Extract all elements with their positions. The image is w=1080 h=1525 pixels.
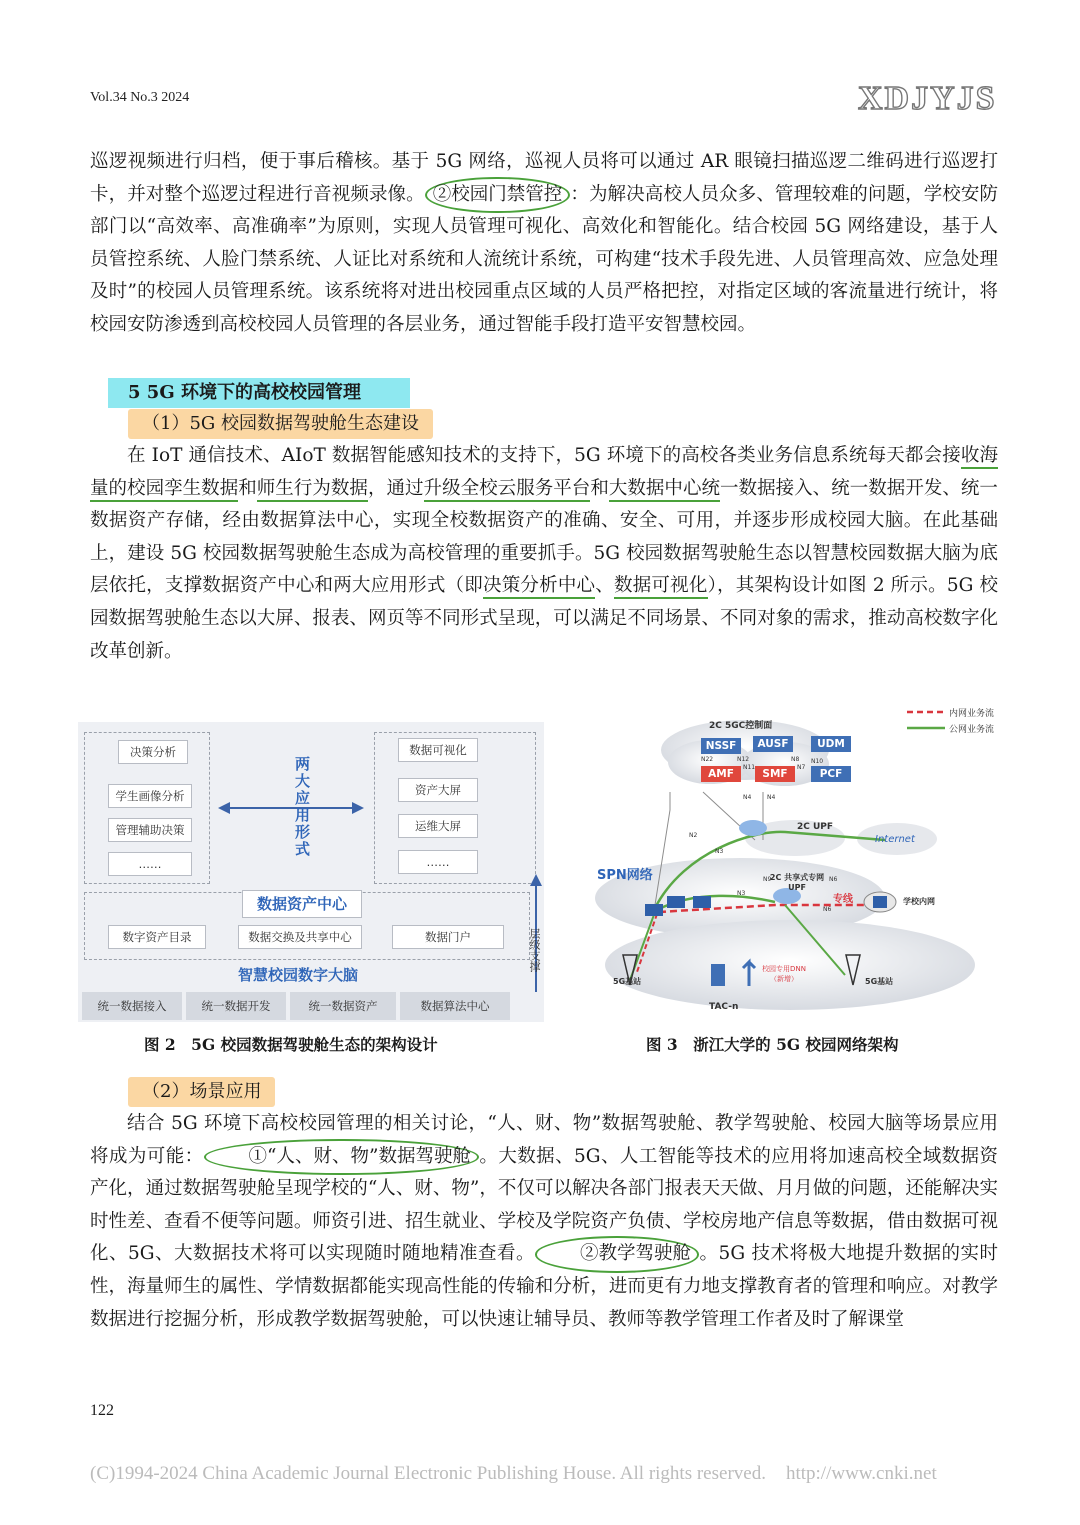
para2-text: 和 <box>590 477 609 499</box>
figure-2-caption: 图 2 5G 校园数据驾驶舱生态的架构设计 <box>144 1035 438 1054</box>
left-app-item: …… <box>108 852 192 876</box>
paragraph-3 <box>90 1108 998 1336</box>
right-app-item: 运维大屏 <box>398 814 478 838</box>
dedicated-line-label: 专线 <box>833 894 853 905</box>
figure-3-caption: 图 3 浙江大学的 5G 校园网络架构 <box>646 1035 899 1054</box>
private-upf-label: 2C 共享式专网 UPF <box>769 873 825 892</box>
para2-text: 、 <box>595 575 614 597</box>
annotated-term-teaching-cockpit: ②教学驾驶舱 <box>535 1236 699 1273</box>
iface-n12: N12 <box>737 756 750 763</box>
two-app-forms-label: 两大应用形式 <box>293 756 311 858</box>
journal-logo: XDJYJS <box>858 80 997 117</box>
iface-n3: N3 <box>715 848 724 855</box>
brain-base-item: 统一数据接入 <box>82 992 182 1020</box>
para2-text: 和 <box>238 477 257 499</box>
base-station-left-label: 5G基站 <box>613 977 642 986</box>
copyright-text: (C)1994-2024 China Academic Journal Electronic Publishing House. All rights reserved. <box>90 1463 766 1484</box>
node-ausf: AUSF <box>753 736 793 752</box>
spn-label: SPN网络 <box>597 868 653 883</box>
brain-base-item: 统一数据资产 <box>290 992 396 1020</box>
right-app-item: 资产大屏 <box>398 778 478 802</box>
para1-text-a: 巡逻视频进行归档，便于事后稽核。基于 5G 网络，巡视人员将可以通过 AR 眼镜扫描巡逻二维码进行巡逻打卡，并对整个巡逻过程进行音视频录像。 <box>90 151 998 205</box>
page-number: 122 <box>90 1402 114 1419</box>
iface-n9: N9 <box>763 876 772 883</box>
left-app-item: 管理辅助决策 <box>108 818 192 842</box>
underlined-term: 决策分析中心 <box>483 575 595 599</box>
left-app-title: 决策分析 <box>118 740 188 764</box>
para2-text: ，通过 <box>367 477 424 499</box>
para2-text: 在 IoT 通信技术、AIoT 数据智能感知技术的支持下，5G 环境下的高校各类业务信息系统每天都会接 <box>127 445 961 466</box>
para1-text-c: ：为解决高校人员众多、管理较难的问题，学校安防部门以“高效率、高准确率”为原则，实现人员管理可视化、高效化和智能化。结合校园 5G 网络建设，基于人员管控系统、人脸门禁系统、人证比对系统和人流统计系统，可构建“技术手段先进、人员管理高效、应急处理及时”的校园人员管理系统。该系统将对进出校园重点区域的人员严格把控，对指定区域的客流量进行统计，将校园安防渗透到高校校园人员管理的各层业务，通过智能手段打造平安智慧校园。 <box>90 183 998 335</box>
iface-n3b: N3 <box>737 890 746 897</box>
iface-n2: N2 <box>689 832 698 839</box>
annotated-term-gate-control: ②校园门禁管控 <box>425 177 571 214</box>
iface-n4: N4 <box>743 794 752 801</box>
base-station-right-label: 5G基站 <box>865 977 894 986</box>
node-pcf: PCF <box>811 766 851 782</box>
school-intranet-label: 学校内网 <box>903 897 935 906</box>
underlined-term: 收海量的校园孪生数据 <box>90 445 998 502</box>
right-app-item: …… <box>398 850 478 874</box>
legend-public: 公网业务流 <box>949 725 995 735</box>
paragraph-2 <box>90 440 998 668</box>
cnki-url[interactable]: http://www.cnki.net <box>785 1463 937 1484</box>
public-upf-label: 2C UPF <box>797 822 834 832</box>
tac-label: TAC-n <box>709 1002 739 1012</box>
digital-brain-title: 智慧校园数字大脑 <box>238 966 359 984</box>
underlined-term: 数据可视化 <box>614 575 708 599</box>
legend-intranet: 内网业务流 <box>949 709 995 719</box>
iface-n22: N22 <box>701 756 714 763</box>
para2-text: 一数据接入、统一数据开发、统一数据资产存储，经由数据算法中心，实现全校数据资产的准确、安全、可用，并逐步形成校园大脑。在此基础上，建设 5G 校园数据驾驶舱生态成为高校管理的重要抓手。5G 校园数据驾驶舱生态以智慧校园数据大脑为底层依托，支撑数据资产中心和两大应用形式（即 <box>90 477 998 597</box>
node-nssf: NSSF <box>701 738 741 754</box>
annotated-term-finance-cockpit: ①“人、财、物”数据驾驶舱 <box>204 1139 479 1176</box>
asset-center-item: 数据门户 <box>392 925 504 949</box>
iface-n4b: N4 <box>767 794 776 801</box>
copyright-line <box>90 1463 937 1485</box>
underlined-term: 大数据中心统 <box>609 478 720 502</box>
asset-center-title: 数据资产中心 <box>242 890 362 918</box>
asset-center-item: 数字资产目录 <box>108 925 206 949</box>
asset-center-item: 数据交换及共享中心 <box>238 925 362 949</box>
iface-n10: N10 <box>811 758 824 765</box>
iface-n11: N11 <box>743 764 756 771</box>
figure-3-network <box>585 700 1005 1025</box>
iface-n7: N7 <box>797 764 806 771</box>
para2-text: ），其架构设计如图 2 所示。5G 校园数据驾驶舱生态以大屏、报表、网页等不同形式呈现，可以满足不同场景、不同对象的需求，推动高校数字化改革创新。 <box>90 575 998 662</box>
underlined-term: 升级全校云服务平台 <box>424 478 591 502</box>
node-smf: SMF <box>755 766 795 782</box>
campus-dnn-label: 校园专用DNN（新增） <box>762 965 806 983</box>
journal-issue: Vol.34 No.3 2024 <box>90 90 190 105</box>
subsection-title-1: （1）5G 校园数据驾驶舱生态建设 <box>128 409 433 439</box>
brain-base-item: 统一数据开发 <box>186 992 286 1020</box>
right-app-title: 数据可视化 <box>398 738 478 762</box>
layer-support-label: 层级支撑 <box>528 928 541 972</box>
underlined-term: 师生行为数据 <box>257 478 368 502</box>
subsection-title-2: （2）场景应用 <box>128 1077 275 1107</box>
iface-n8: N8 <box>791 756 800 763</box>
left-app-item: 学生画像分析 <box>108 784 192 808</box>
iface-n6b: N6 <box>823 906 832 913</box>
figure-2-architecture <box>78 722 544 1022</box>
iface-n6: N6 <box>829 876 838 883</box>
para3-text: 。5G 技术将极大地提升数据的实时性，海量师生的属性、学情数据都能实现高性能的传输和分析，进而更有力地支撑教育者的管理和响应。对教学数据进行挖掘分析，形成教学数据驾驶舱，可以快速让辅导员、教师等教学管理工作者及时了解课堂 <box>90 1243 998 1330</box>
section-title: 5 5G 环境下的高校校园管理 <box>108 378 410 408</box>
brain-base-item: 数据算法中心 <box>400 992 510 1020</box>
node-udm: UDM <box>811 736 851 752</box>
node-amf: AMF <box>701 766 741 782</box>
para3-text: 。大数据、5G、人工智能等技术的应用将加速高校全域数据资产化，通过数据驾驶舱呈现学校的“人、财、物”，不仅可以解决各部门报表天天做、月月做的问题，还能解决实时性差、查看不便等问题。师资引进、招生就业、学校及学院资产负债、学校房地产信息等数据，借由数据可视化、5G、大数据技术将可以实现随时随地精准查看。 <box>90 1145 998 1265</box>
para3-text: 结合 5G 环境下高校校园管理的相关讨论，“人、财、物”数据驾驶舱、教学驾驶舱、校园大脑等场景应用将成为可能： <box>90 1113 998 1167</box>
paragraph-1 <box>90 146 998 342</box>
internet-label: Internet <box>875 834 915 845</box>
control-plane-title: 2C 5GC控制面 <box>709 721 773 731</box>
